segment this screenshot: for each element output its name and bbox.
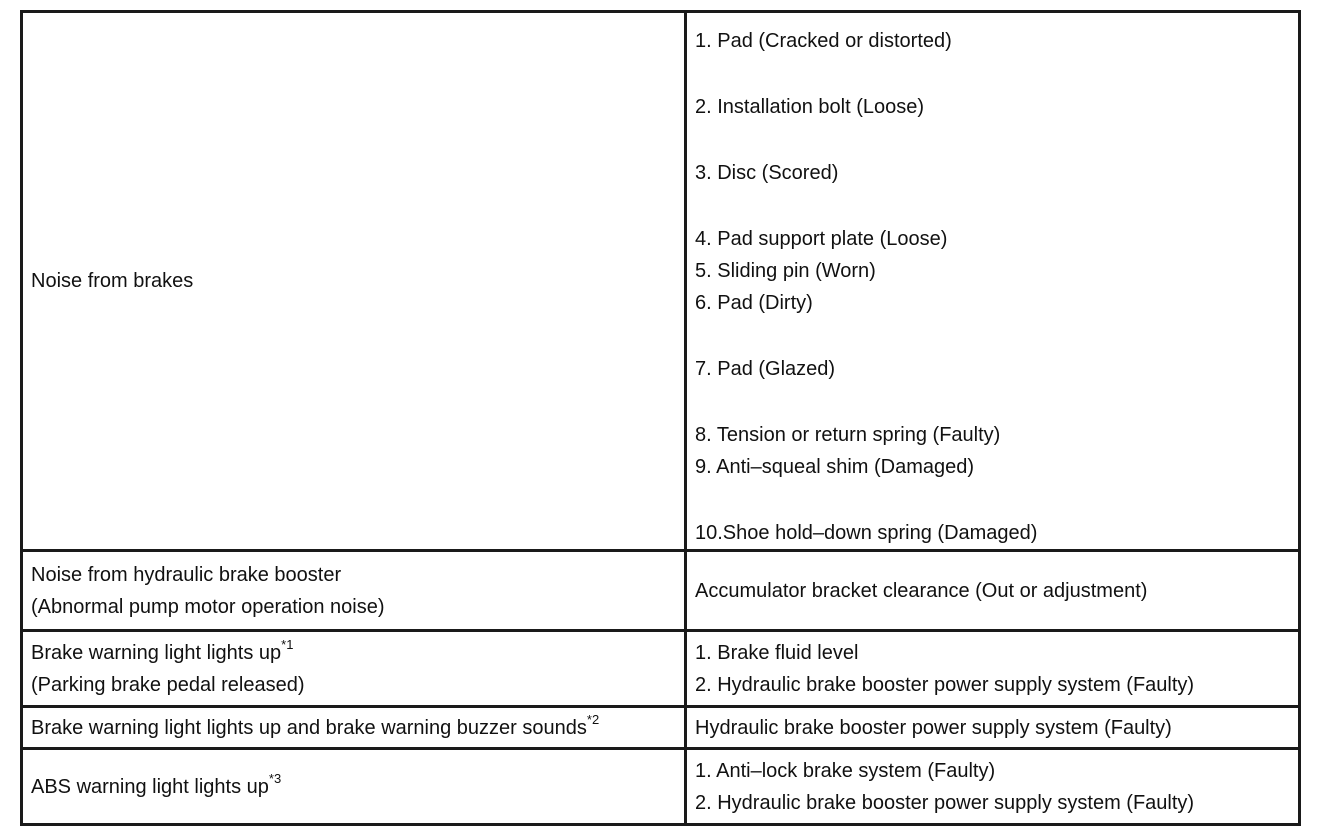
troubleshooting-table: [20, 10, 1301, 826]
cause-item: 1. Anti–lock brake system (Faulty): [695, 759, 996, 782]
symptom-text: ABS warning light lights up: [31, 775, 269, 798]
table-row: [22, 551, 1300, 631]
symptom-subtext: (Abnormal pump motor operation noise): [31, 595, 385, 618]
cause-cell: [686, 631, 1300, 707]
table-row: [22, 707, 1300, 749]
cause-item: 7. Pad (Glazed): [695, 358, 836, 380]
cause-cell: [686, 749, 1300, 825]
symptom-cell: [22, 749, 686, 825]
cause-item: 6. Pad (Dirty): [695, 292, 813, 314]
footnote-marker: *1: [281, 636, 294, 652]
cause-item: 2. Hydraulic brake booster power supply system (Faulty): [695, 673, 1195, 696]
cause-item: 2. Hydraulic brake booster power supply system (Faulty): [695, 791, 1195, 814]
cause-item: 5. Sliding pin (Worn): [695, 260, 876, 282]
cause-item: 10.Shoe hold–down spring (Damaged): [695, 522, 1038, 544]
cause-item: 9. Anti–squeal shim (Damaged): [695, 456, 975, 478]
cause-item: Hydraulic brake booster power supply system (Faulty): [695, 716, 1172, 739]
cause-cell: [686, 707, 1300, 749]
symptom-text: Noise from hydraulic brake booster: [31, 563, 342, 586]
symptom-text: Brake warning light lights up: [31, 641, 282, 664]
symptom-text: Brake warning light lights up and brake warning buzzer sounds: [31, 716, 587, 739]
cause-item: 3. Disc (Scored): [695, 162, 839, 184]
cause-item: 8. Tension or return spring (Faulty): [695, 424, 1001, 446]
cause-item: 4. Pad support plate (Loose): [695, 228, 948, 250]
table-row: [22, 749, 1300, 825]
symptom-cell: [22, 631, 686, 707]
cause-item: 2. Installation bolt (Loose): [695, 96, 925, 118]
symptom-cell: [22, 707, 686, 749]
symptom-cell: [22, 551, 686, 631]
cause-item: 1. Pad (Cracked or distorted): [695, 30, 952, 52]
cause-cell: [686, 12, 1300, 551]
footnote-marker: *3: [268, 770, 282, 786]
symptom-text: Noise from brakes: [31, 270, 194, 292]
symptom-subtext: (Parking brake pedal released): [31, 673, 305, 696]
table-row: [22, 631, 1300, 707]
cause-item: Accumulator bracket clearance (Out or adjustment): [695, 579, 1148, 602]
cause-cell: [686, 551, 1300, 631]
table-row: [22, 12, 1300, 551]
symptom-cell: [22, 12, 686, 551]
footnote-marker: *2: [586, 711, 600, 727]
cause-item: 1. Brake fluid level: [695, 641, 859, 664]
